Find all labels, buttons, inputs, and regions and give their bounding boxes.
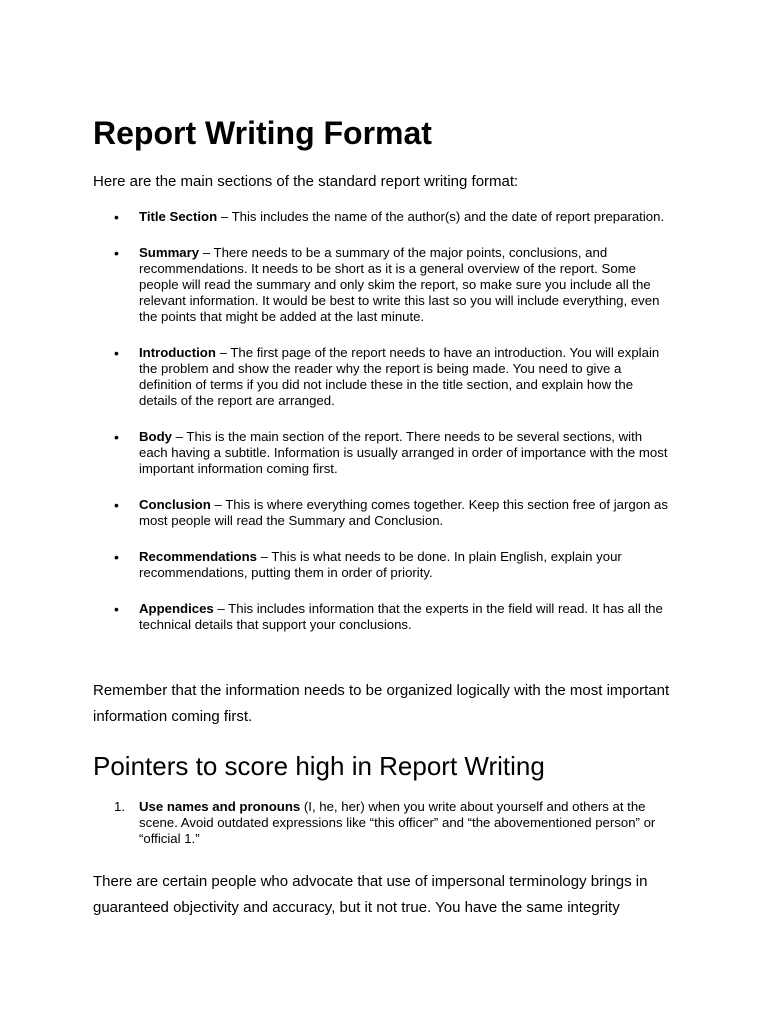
section-term: Summary xyxy=(139,245,200,260)
section-term: Appendices xyxy=(139,601,214,616)
intro-paragraph: Here are the main sections of the standard report writing format: xyxy=(93,173,519,190)
section-term: Body xyxy=(139,429,172,444)
list-item-recommendations xyxy=(93,549,673,581)
section-description: – This is what needs to be done. In plain English, explain your recommendations, putting them in order of priority. xyxy=(139,549,622,580)
list-item-summary xyxy=(93,245,673,325)
bullet-icon: • xyxy=(114,245,119,261)
bullet-icon: • xyxy=(114,429,119,445)
section-term: Recommendations xyxy=(139,549,257,564)
pointers-list xyxy=(93,799,673,847)
section-term: Introduction xyxy=(139,345,216,360)
closing-paragraph: There are certain people who advocate that use of impersonal terminology brings in guaranteed objectivity and accuracy, but it not true. You have the same integrity xyxy=(93,873,648,916)
bullet-icon: • xyxy=(114,345,119,361)
pointers-heading: Pointers to score high in Report Writing xyxy=(93,751,545,781)
section-term: Title Section xyxy=(139,209,218,224)
pointer-description: (I, he, her) when you write about yourself and others at the scene. Avoid outdated expressions like “this officer” and “the abovementioned person” or “official 1.” xyxy=(139,799,656,846)
section-description: – This is the main section of the report. There needs to be several sections, with each having a subtitle. Information is usually arranged in order of importance with the most important information coming first. xyxy=(139,429,668,476)
bullet-icon: • xyxy=(114,209,119,225)
section-description: – This includes information that the experts in the field will read. It has all the technical details that support your conclusions. xyxy=(139,601,663,632)
remember-paragraph: Remember that the information needs to be organized logically with the most important information coming first. xyxy=(93,682,670,725)
section-description: – There needs to be a summary of the major points, conclusions, and recommendations. It needs to be short as it is a general overview of the report. Some people will read the summary and only skim the report, so make sure you include all the relevant information. It would be best to write this last so you will include everything, even the points that might be added at the last minute. xyxy=(139,245,660,324)
list-item-appendices xyxy=(93,601,673,633)
section-description: – This includes the name of the author(s) and the date of report preparation. xyxy=(217,209,665,224)
bullet-icon: • xyxy=(114,497,119,513)
list-item-body xyxy=(93,429,673,477)
bullet-icon: • xyxy=(114,601,119,617)
list-item-conclusion xyxy=(93,497,673,529)
list-item-introduction xyxy=(93,345,673,409)
pointer-term: Use names and pronouns xyxy=(139,799,301,814)
section-description: – The first page of the report needs to have an introduction. You will explain the problem and show the reader why the report is being made. You need to give a definition of terms if you did not include these in the title section, and explain how the details of the report are arranged. xyxy=(139,345,660,408)
document-title: Report Writing Format xyxy=(93,115,432,151)
report-sections-list xyxy=(93,209,673,653)
list-item-title-section xyxy=(93,209,673,225)
list-item-pointer-1 xyxy=(93,799,673,847)
list-number: 1. xyxy=(114,799,125,814)
section-description: – This is where everything comes together. Keep this section free of jargon as most people will read the Summary and Conclusion. xyxy=(139,497,668,528)
bullet-icon: • xyxy=(114,549,119,565)
section-term: Conclusion xyxy=(139,497,211,512)
